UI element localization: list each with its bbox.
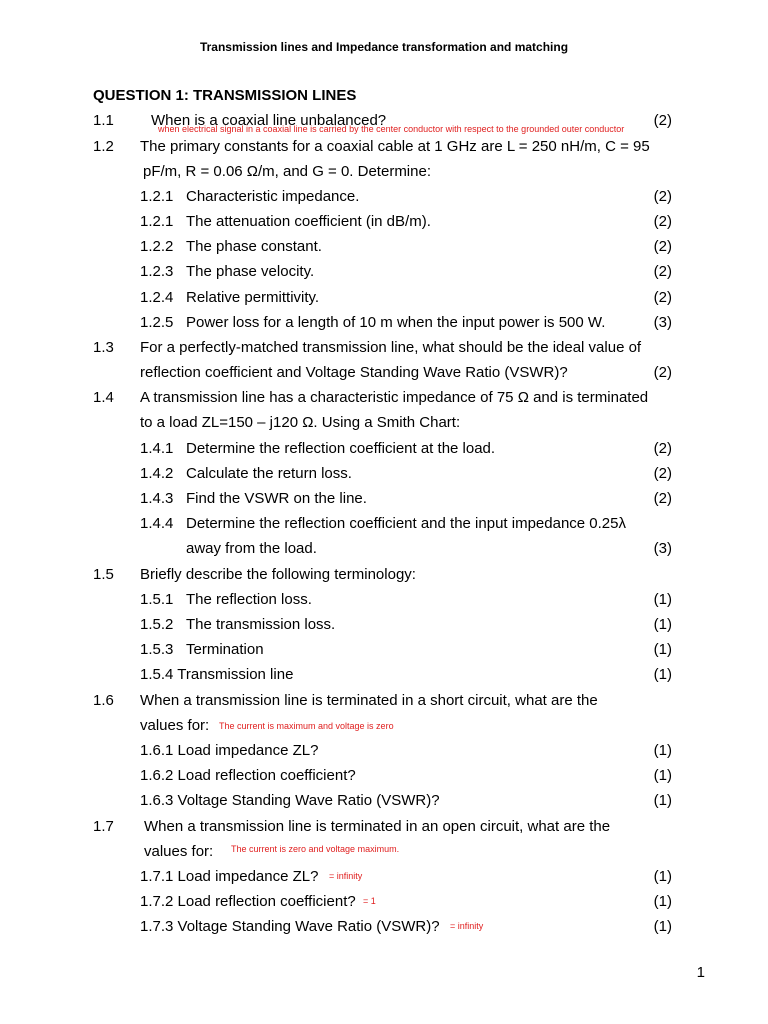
q15-text: Briefly describe the following terminology: [140, 566, 416, 583]
q17-item-mark: (1) [653, 868, 672, 885]
q12-item-number: 1.2.5 [140, 314, 174, 331]
q16-item-mark: (1) [653, 767, 672, 784]
q14-item-number: 1.4.1 [140, 440, 174, 457]
q17-item-mark: (1) [653, 893, 672, 910]
question-title: QUESTION 1: TRANSMISSION LINES [93, 87, 357, 104]
q14-text-line2: to a load ZL=150 – j120 Ω. Using a Smith Chart: [140, 414, 461, 431]
q17-item-answer: = 1 [363, 896, 376, 906]
q14-number: 1.4 [93, 389, 114, 406]
q15-item-mark: (1) [653, 591, 672, 608]
q15-number: 1.5 [93, 566, 114, 583]
q12-item-mark: (2) [653, 188, 672, 205]
q14-item-text: Determine the reflection coefficient at the load. [186, 440, 496, 457]
q12-item-mark: (2) [653, 289, 672, 306]
q11-text: When is a coaxial line unbalanced? [151, 112, 387, 129]
q15-item-number: 1.5.3 [140, 641, 174, 658]
page-number: 1 [696, 964, 705, 981]
q17-text-line1: When a transmission line is terminated in an open circuit, what are the [144, 818, 611, 835]
q12-text-line1: The primary constants for a coaxial cable at 1 GHz are L = 250 nH/m, C = 95 [140, 138, 650, 155]
q16-item-text: 1.6.1 Load impedance ZL? [140, 742, 319, 759]
q14-item-text: Calculate the return loss. [186, 465, 352, 482]
q15-item-text: The reflection loss. [186, 591, 312, 608]
q12-item-text: Characteristic impedance. [186, 188, 360, 205]
q15-item-text: The transmission loss. [186, 616, 336, 633]
q12-text-line2: pF/m, R = 0.06 Ω/m, and G = 0. Determine: [143, 163, 431, 180]
q16-number: 1.6 [93, 692, 114, 709]
q16-text-line1: When a transmission line is terminated in a short circuit, what are the [140, 692, 598, 709]
q12-item-mark: (2) [653, 238, 672, 255]
q16-answer: The current is maximum and voltage is zero [219, 721, 394, 731]
q12-item-text: The phase constant. [186, 238, 322, 255]
q14-item-text: Determine the reflection coefficient and the input impedance 0.25λ [186, 515, 626, 532]
q16-text-line2: values for: [140, 717, 210, 734]
q16-item-text: 1.6.3 Voltage Standing Wave Ratio (VSWR)? [140, 792, 440, 809]
q15-item-mark: (1) [653, 616, 672, 633]
q16-item-text: 1.6.2 Load reflection coefficient? [140, 767, 356, 784]
q17-item-answer: = infinity [329, 871, 363, 881]
q14-item-mark: (3) [653, 540, 672, 557]
q14-item-number: 1.4.4 [140, 515, 174, 532]
page-header: Transmission lines and Impedance transformation and matching [199, 40, 569, 54]
q16-item-mark: (1) [653, 792, 672, 809]
q14-item-number: 1.4.3 [140, 490, 174, 507]
q13-number: 1.3 [93, 339, 114, 356]
q17-item-mark: (1) [653, 918, 672, 935]
q12-item-number: 1.2.2 [140, 238, 174, 255]
q15-item-mark: (1) [653, 641, 672, 658]
q15-item-mark: (1) [653, 666, 672, 683]
q12-item-mark: (2) [653, 263, 672, 280]
q12-item-mark: (3) [653, 314, 672, 331]
q12-item-text: Relative permittivity. [186, 289, 320, 306]
q14-item-mark: (2) [653, 465, 672, 482]
q12-item-text: Power loss for a length of 10 m when the input power is 500 W. [186, 314, 606, 331]
q17-item-text: 1.7.3 Voltage Standing Wave Ratio (VSWR)? [140, 918, 440, 935]
q12-item-text: The attenuation coefficient (in dB/m). [186, 213, 431, 230]
q14-text-line1: A transmission line has a characteristic impedance of 75 Ω and is terminated [140, 389, 649, 406]
q11-mark: (2) [653, 112, 672, 129]
q12-item-number: 1.2.1 [140, 213, 174, 230]
q13-mark: (2) [653, 364, 672, 381]
q12-item-number: 1.2.3 [140, 263, 174, 280]
q17-answer: The current is zero and voltage maximum. [231, 844, 400, 854]
q13-text-line2: reflection coefficient and Voltage Standing Wave Ratio (VSWR)? [140, 364, 568, 381]
q16-item-mark: (1) [653, 742, 672, 759]
q13-text-line1: For a perfectly-matched transmission line, what should be the ideal value of [140, 339, 642, 356]
q15-item-number: 1.5.1 [140, 591, 174, 608]
q12-number: 1.2 [93, 138, 114, 155]
q12-item-number: 1.2.1 [140, 188, 174, 205]
q14-item-number: 1.4.2 [140, 465, 174, 482]
q15-item-number: 1.5.2 [140, 616, 174, 633]
q15-item-text: 1.5.4 Transmission line [140, 666, 294, 683]
q17-text-line2: values for: [144, 843, 214, 860]
q17-item-text: 1.7.1 Load impedance ZL? [140, 868, 319, 885]
q12-item-number: 1.2.4 [140, 289, 174, 306]
q17-item-text: 1.7.2 Load reflection coefficient? [140, 893, 356, 910]
q14-item-text: Find the VSWR on the line. [186, 490, 367, 507]
q17-item-answer: = infinity [450, 921, 484, 931]
q11-number: 1.1 [93, 112, 114, 129]
q14-item-text-continuation: away from the load. [186, 540, 317, 557]
q12-item-text: The phase velocity. [186, 263, 315, 280]
q11-answer: when electrical signal in a coaxial line is carried by the center conductor with respect to the grounded outer conductor [158, 124, 625, 134]
q12-item-mark: (2) [653, 213, 672, 230]
q15-item-text: Termination [186, 641, 264, 658]
q14-item-mark: (2) [653, 490, 672, 507]
q17-number: 1.7 [93, 818, 114, 835]
q14-item-mark: (2) [653, 440, 672, 457]
